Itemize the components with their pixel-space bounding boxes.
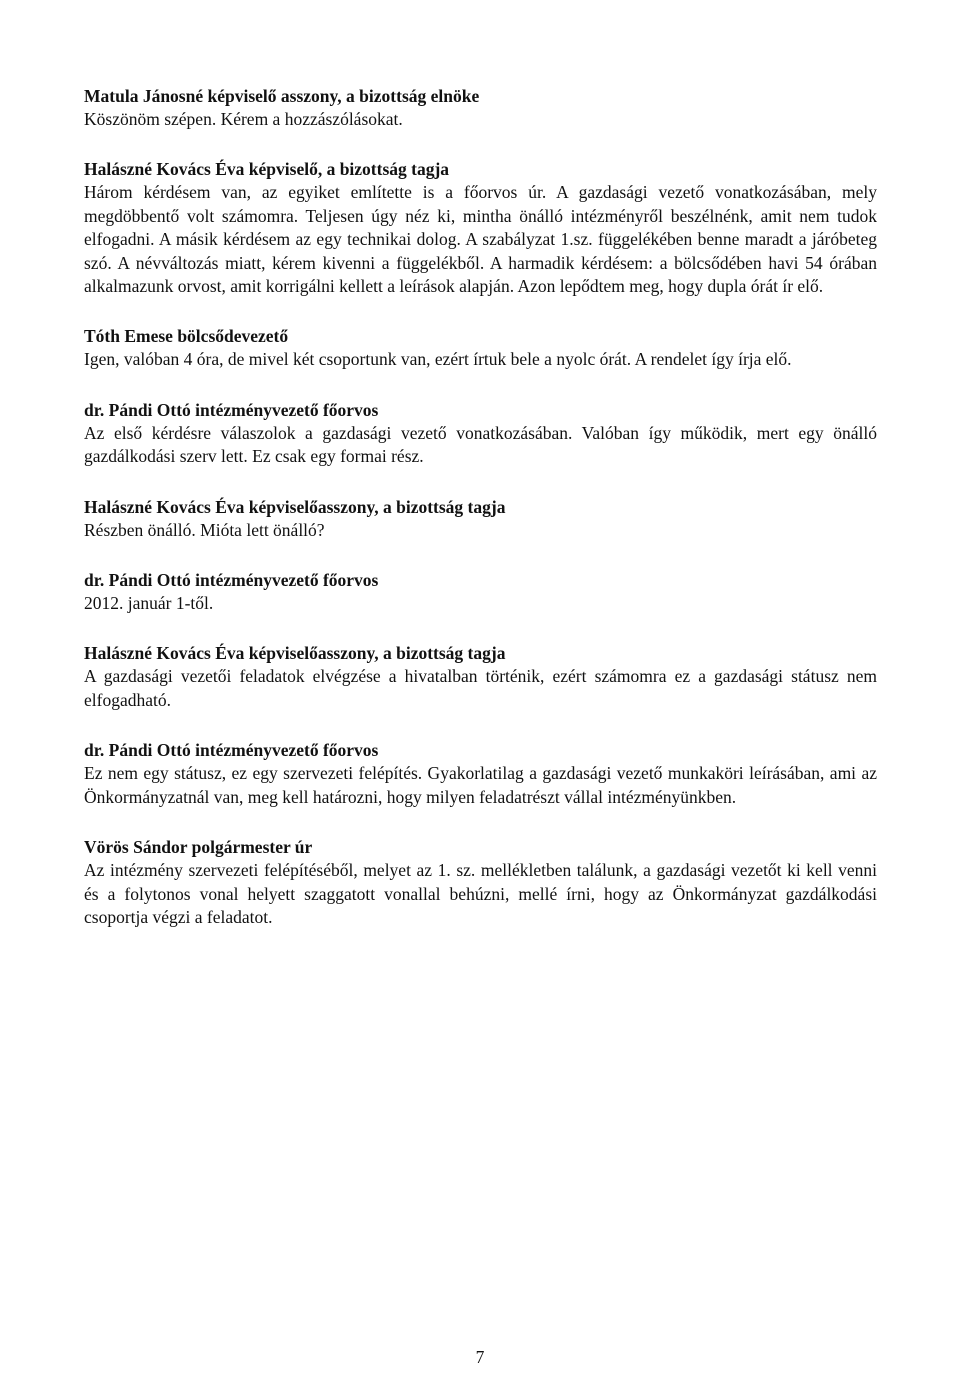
speech-text: Ez nem egy státusz, ez egy szervezeti felépítés. Gyakorlatilag a gazdasági vezető munkaköri leírásában, ami az Önkormányzatnál van, meg kell határozni, hogy milyen feladatrészt vállal intézményünkben.: [84, 763, 877, 807]
speaker-name: dr. Pándi Ottó intézményvezető főorvos: [84, 399, 379, 420]
speech-text: Köszönöm szépen. Kérem a hozzászólásokat.: [84, 109, 403, 129]
speech-text: 2012. január 1-től.: [84, 593, 214, 614]
speaker-name: Tóth Emese bölcsődevezető: [84, 326, 289, 347]
speech-text: Igen, valóban 4 óra, de mivel két csoportunk van, ezért írtuk bele a nyolc órát. A rendelet így írja elő.: [84, 349, 792, 370]
speech-text: Részben önálló. Mióta lett önálló?: [84, 519, 325, 540]
speaker-name: Matula Jánosné képviselő asszony, a bizottság elnöke: [84, 86, 480, 106]
speech-text: Az első kérdésre válaszolok a gazdasági vezető vonatkozásában. Valóban így működik, mert egy önálló gazdálkodási szerv lett. Ez csak egy formai rész.: [84, 422, 877, 467]
speaker-name: dr. Pándi Ottó intézményvezető főorvos: [84, 740, 379, 761]
speech-block: [84, 836, 877, 929]
speech-text: Három kérdésem van, az egyiket említette is a főorvos úr. A gazdasági vezető vonatkozásában, mely megdöbbentő volt számomra. Teljesen úgy néz ki, mintha önálló intézményről beszélnénk, amit nem tudok elfogadni. A másik kérdésem az egy technikai dolog. A szabályzat 1.sz. függelékében benne maradt a járóbeteg szó. A névváltozás miatt, kérem kivenni a függelékből. A harmadik kérdésem: a bölcsődében havi 54 órában alkalmazunk orvost, amit korrigálni kellett a leírások alapján. Azon lepődtem meg, hogy dupla órát ír elő.: [84, 182, 877, 297]
speaker-name: Halászné Kovács Éva képviselőasszony, a bizottság tagja: [84, 643, 506, 664]
speaker-name: Vörös Sándor polgármester úr: [84, 837, 313, 858]
speech-block: [84, 496, 877, 542]
speech-text: Az intézmény szervezeti felépítéséből, melyet az 1. sz. mellékletben találunk, a gazdasági vezetőt ki kell venni és a folytonos vonal helyett szaggatott vonallal behúzni, mellé írni, hogy az Önkormányzat gazdálkodási csoportja végzi a feladatot.: [84, 860, 877, 927]
speech-text: A gazdasági vezetői feladatok elvégzése a hivatalban történik, ezért számomra ez a gazdasági státusz nem elfogadható.: [84, 666, 877, 710]
speech-block: [84, 642, 877, 712]
speech-block: [84, 158, 877, 298]
speaker-name: Halászné Kovács Éva képviselőasszony, a bizottság tagja: [84, 496, 506, 517]
speech-block: [84, 85, 877, 131]
speaker-name: Halászné Kovács Éva képviselő, a bizottság tagja: [84, 159, 450, 180]
speech-block: [84, 739, 877, 809]
speech-block: [84, 569, 877, 615]
speaker-name: dr. Pándi Ottó intézményvezető főorvos: [84, 570, 379, 591]
page-number: 7: [475, 1347, 485, 1367]
speech-block: [84, 325, 877, 371]
document-page: [84, 85, 877, 956]
speech-block: [84, 399, 877, 469]
